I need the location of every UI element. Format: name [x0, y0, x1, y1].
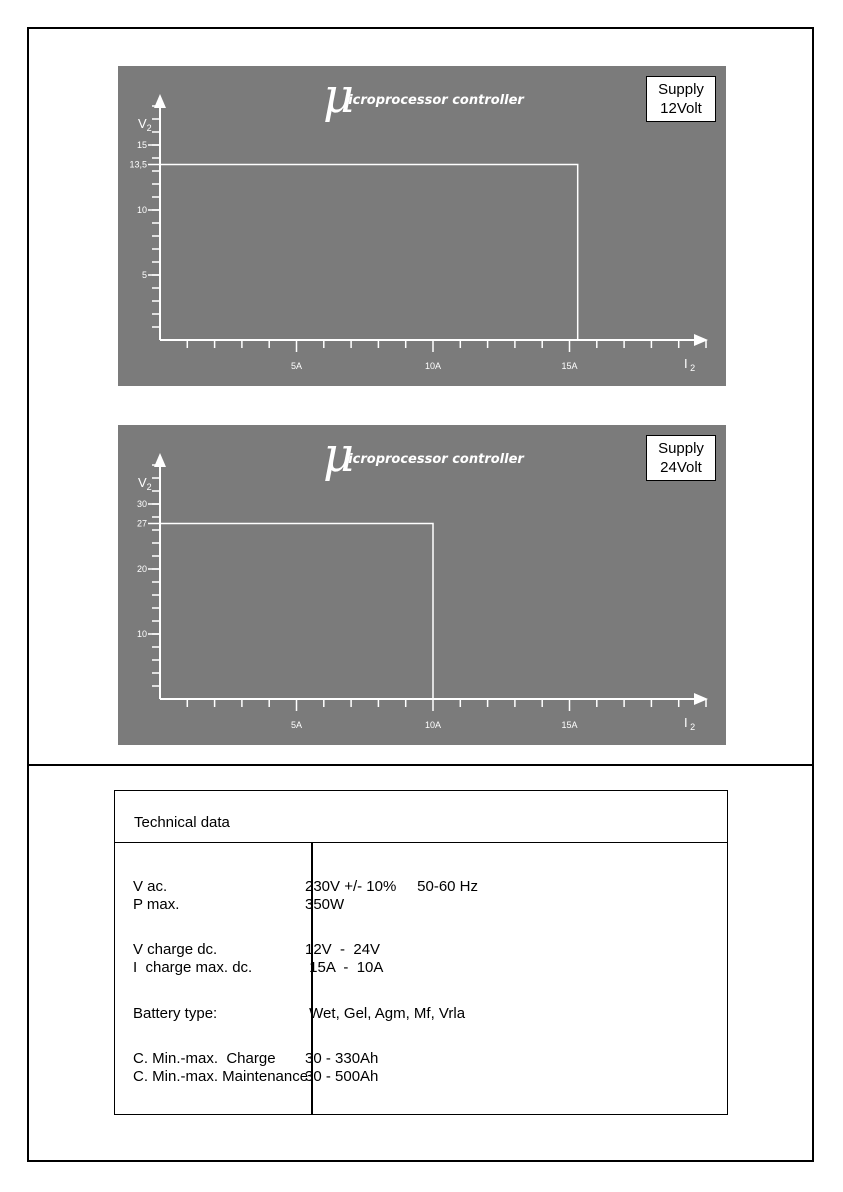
x-tick-label: 5A	[290, 361, 303, 371]
x-axis-label-sub: 2	[687, 363, 696, 373]
row-value-maint-cap: 30 - 500Ah	[305, 1068, 379, 1085]
row-label-icharge: I charge max. dc.	[133, 959, 253, 976]
y-tick-label: 10	[136, 629, 147, 639]
characteristic-curve	[160, 165, 578, 341]
characteristic-curve	[160, 524, 433, 700]
mu-symbol: μ	[323, 427, 355, 483]
x-tick-label: 10A	[424, 720, 442, 730]
row-label-maint-cap: C. Min.-max. Maintenance	[133, 1068, 309, 1085]
supply-label: Supply	[658, 440, 704, 457]
x-axis-label-sub: 2	[687, 722, 696, 732]
y-tick-label: 15	[136, 140, 147, 150]
controller-title-text: icroprocessor controller	[348, 93, 524, 108]
y-tick-label: 30	[136, 499, 147, 509]
y-tick-label: 5	[141, 270, 147, 280]
chart-panel-24v	[118, 425, 726, 745]
x-tick-label: 15A	[561, 720, 578, 730]
row-label-vcharge: V charge dc.	[133, 941, 218, 958]
mu-symbol: μ	[323, 68, 355, 124]
table-title: Technical data	[134, 814, 230, 831]
supply-voltage: 12Volt	[660, 100, 702, 117]
x-axis-label: I $_2$	[684, 356, 696, 373]
controller-title-text: icroprocessor controller	[348, 452, 524, 467]
x-tick-label: 5A	[290, 720, 303, 730]
x-axis-label: I $_2$	[684, 715, 696, 732]
section-divider	[27, 764, 814, 766]
row-value-charge-cap: 30 - 330Ah	[305, 1050, 379, 1067]
chart-panel-12v	[118, 66, 726, 386]
row-value-vcharge: 12V - 24V	[305, 941, 381, 958]
y-axis-label-sub: 2	[146, 482, 152, 492]
x-tick-label: 10A	[424, 361, 442, 371]
row-label-vac: V ac.	[133, 878, 168, 895]
y-tick-label: 20	[136, 564, 147, 574]
y-axis-label: $V_2$	[138, 116, 152, 133]
supply-voltage: 24Volt	[660, 459, 702, 476]
chart-svg-24v	[118, 425, 726, 745]
y-axis-label: $V_2$	[138, 475, 152, 492]
y-tick-label: 10	[136, 205, 147, 215]
x-tick-label: 15A	[561, 361, 578, 371]
row-label-pmax: P max.	[133, 896, 180, 913]
y-tick-label: 27	[136, 518, 147, 529]
row-value-pmax: 350W	[305, 896, 345, 913]
y-axis-label-sub: 2	[146, 123, 152, 133]
chart-svg-12v	[118, 66, 726, 386]
row-value-battery: Wet, Gel, Agm, Mf, Vrla	[305, 1005, 466, 1022]
supply-label: Supply	[658, 81, 704, 98]
row-value-icharge: 15A - 10A	[305, 959, 384, 976]
technical-data-table	[114, 790, 728, 1115]
row-value-vac: 230V +/- 10% 50-60 Hz	[305, 878, 479, 895]
row-label-battery: Battery type:	[133, 1005, 218, 1022]
table-header	[115, 791, 727, 843]
y-tick-label: 13,5	[129, 159, 147, 170]
row-label-charge-cap: C. Min.-max. Charge	[133, 1050, 276, 1067]
